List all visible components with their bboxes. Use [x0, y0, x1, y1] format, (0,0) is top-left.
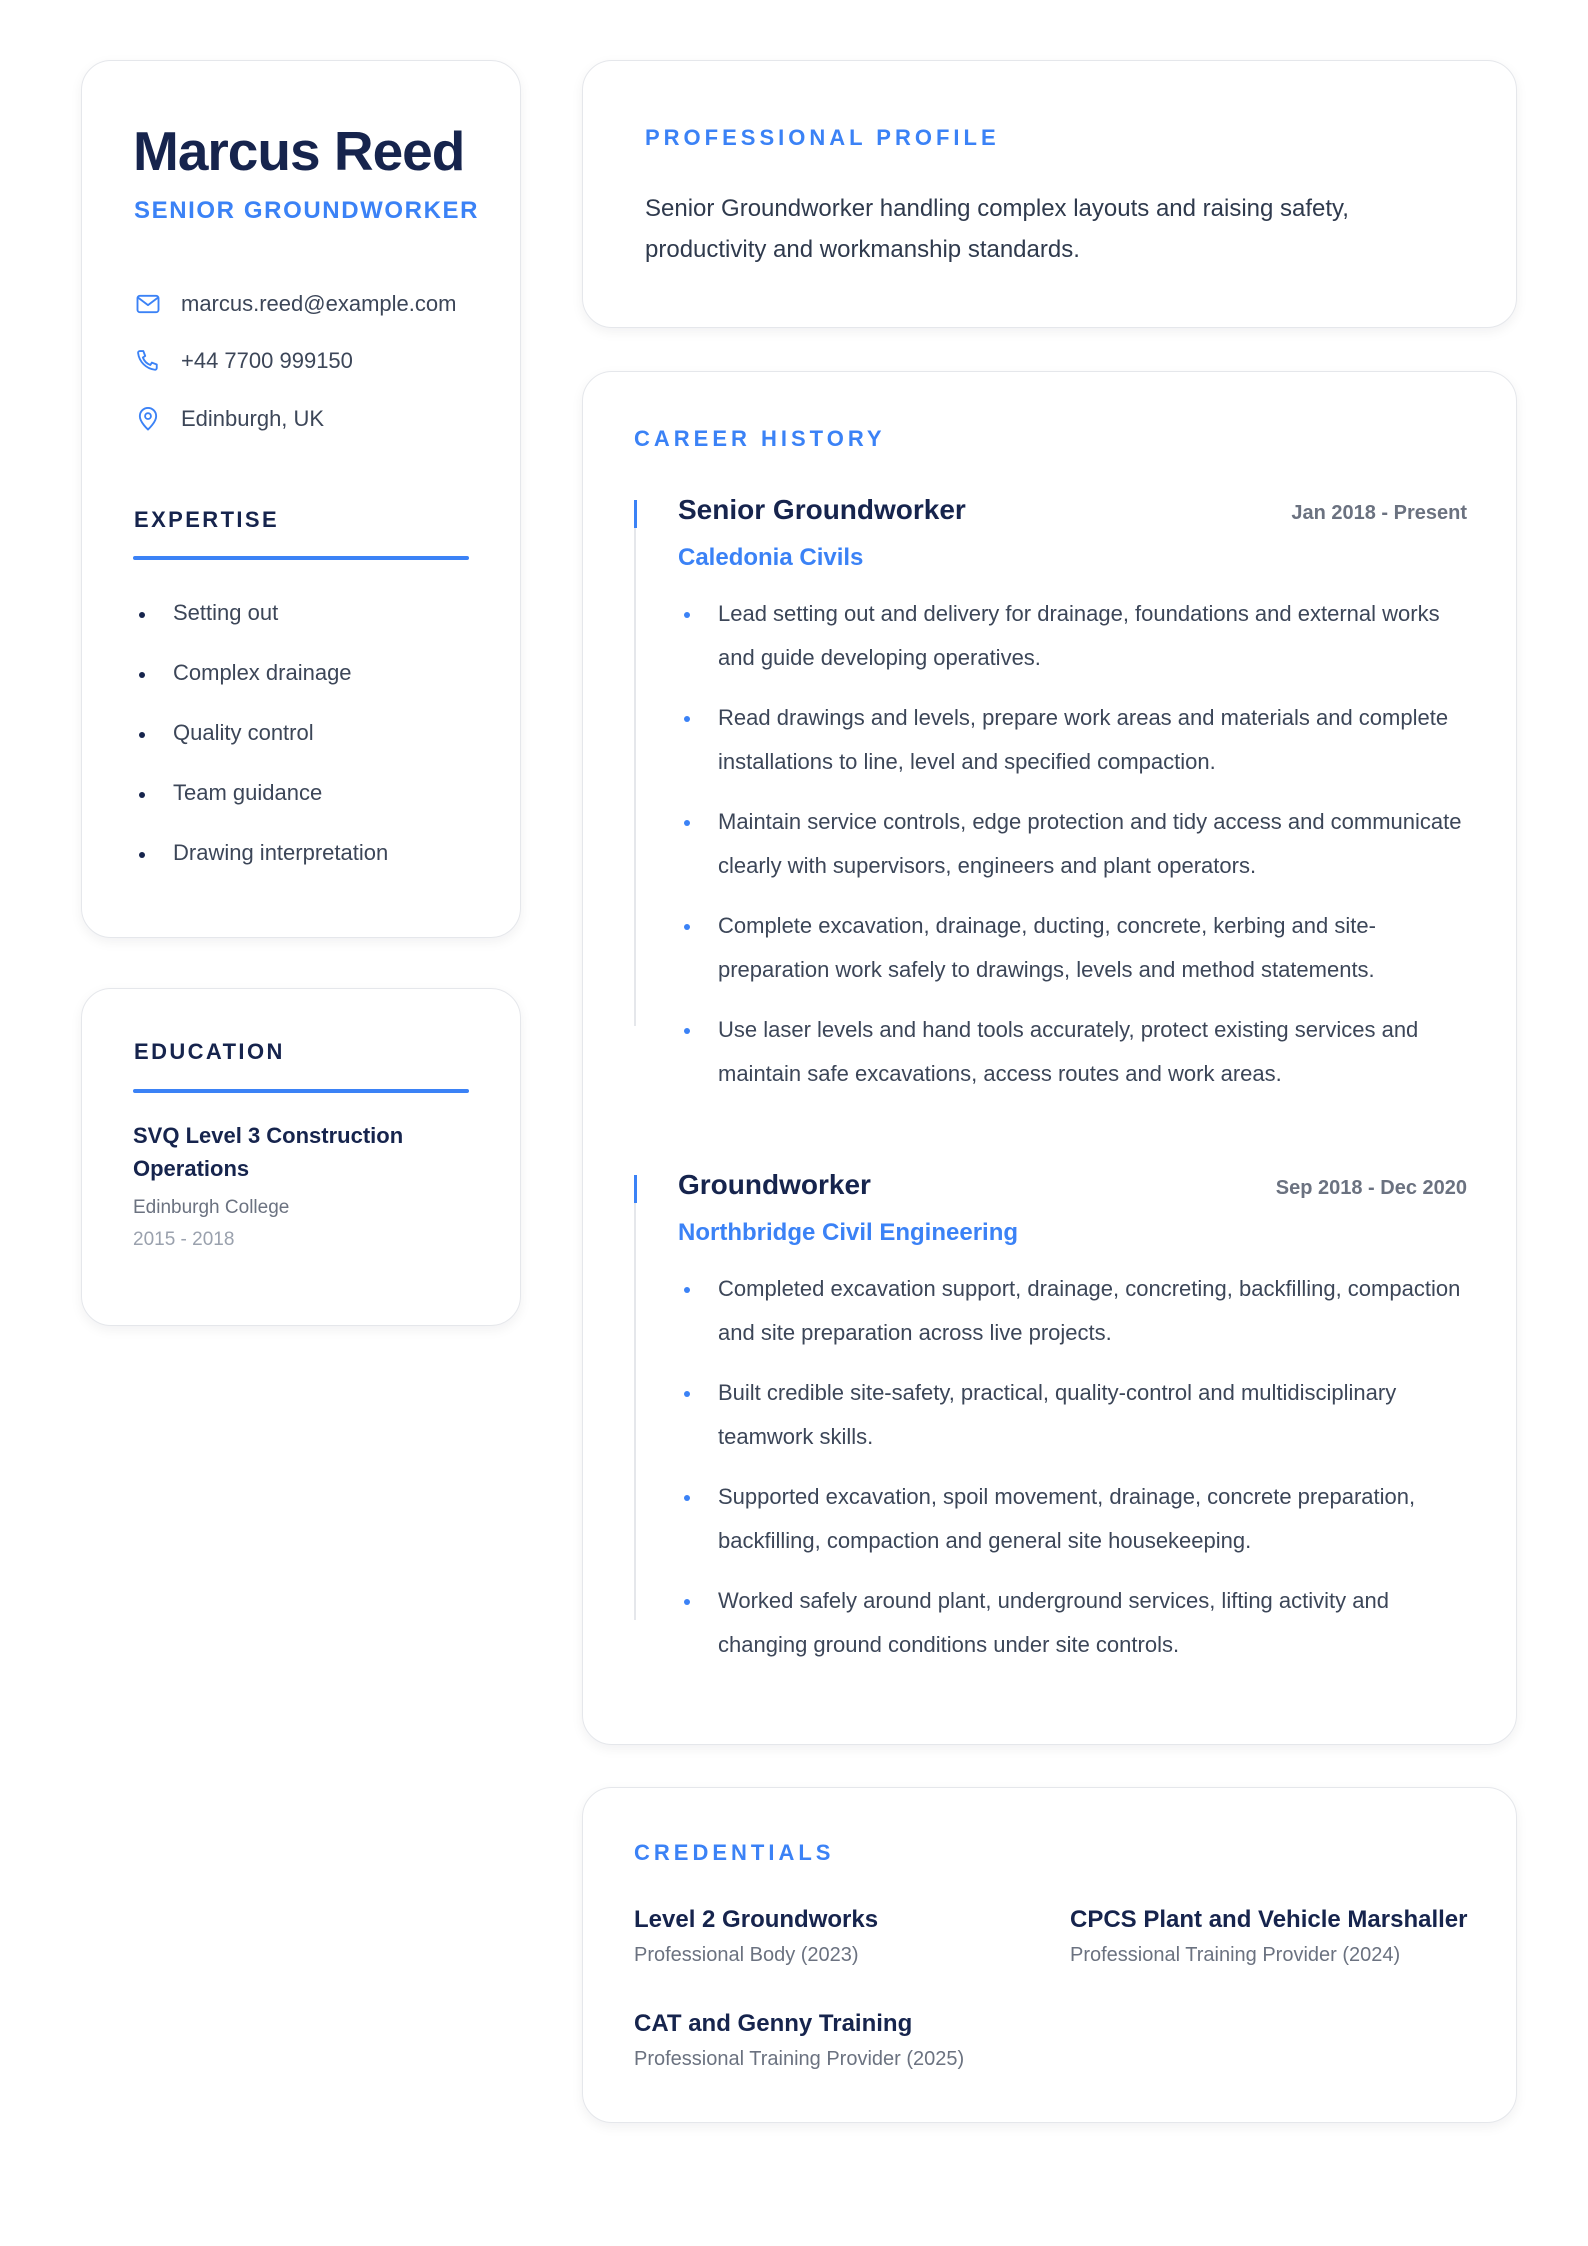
- job-dates: Sep 2018 - Dec 2020: [1275, 1177, 1467, 1199]
- job-bullet: Complete excavation, drainage, ducting, concrete, kerbing and site-preparation work safely to drawings, levels and method statements.: [678, 904, 1468, 992]
- phone-text: +44 7700 999150: [181, 348, 353, 373]
- job-accent-bar: [634, 1175, 637, 1203]
- education-divider: [133, 1089, 469, 1093]
- job-company: Caledonia Civils: [678, 544, 864, 571]
- job-bullet: Built credible site-safety, practical, quality-control and multidisciplinary teamwork skills.: [678, 1371, 1468, 1459]
- job-timeline-line: [634, 1203, 636, 1620]
- job-company: Northbridge Civil Engineering: [678, 1219, 1019, 1246]
- credential-item: [634, 2010, 964, 2071]
- identity-card: [81, 60, 521, 938]
- expertise-divider: [133, 556, 469, 560]
- credentials-heading: CREDENTIALS: [634, 1840, 835, 1865]
- job-timeline-line: [634, 528, 636, 1026]
- email-text: marcus.reed@example.com: [181, 291, 457, 316]
- job-accent-bar: [634, 500, 637, 528]
- contact-phone[interactable]: [133, 346, 353, 376]
- candidate-name: Marcus Reed: [133, 120, 465, 182]
- location-pin-icon: [133, 404, 163, 434]
- credential-item: [634, 1906, 878, 1967]
- expertise-item: Setting out: [133, 583, 388, 643]
- career-card: [582, 371, 1517, 1745]
- contact-location: [133, 404, 324, 434]
- credential-provider: Professional Training Provider (2025): [634, 2048, 965, 2070]
- job-bullet: Worked safely around plant, underground services, lifting activity and changing ground conditions under site controls.: [678, 1579, 1468, 1667]
- job-bullet: Supported excavation, spoil movement, drainage, concrete preparation, backfilling, compaction and general site housekeeping.: [678, 1475, 1468, 1563]
- education-years: 2015 - 2018: [133, 1229, 235, 1250]
- contact-email[interactable]: [133, 289, 456, 319]
- expertise-list: [133, 583, 388, 883]
- expertise-item: Complex drainage: [133, 643, 388, 703]
- expertise-item: Quality control: [133, 703, 388, 763]
- job-dates: Jan 2018 - Present: [1291, 502, 1467, 524]
- expertise-item: Team guidance: [133, 763, 388, 823]
- profile-heading: PROFESSIONAL PROFILE: [645, 125, 1000, 150]
- job-bullet: Maintain service controls, edge protection and tidy access and communicate clearly with supervisors, engineers and plant operators.: [678, 800, 1468, 888]
- credential-name: CAT and Genny Training: [634, 2010, 913, 2037]
- profile-card: [582, 60, 1517, 328]
- expertise-heading: EXPERTISE: [134, 507, 280, 532]
- mail-icon: [133, 289, 163, 319]
- candidate-role: SENIOR GROUNDWORKER: [134, 197, 480, 224]
- credential-provider: Professional Training Provider (2024): [1070, 1944, 1401, 1966]
- job-bullet: Read drawings and levels, prepare work areas and materials and complete installations to line, level and specified compaction.: [678, 696, 1468, 784]
- education-heading: EDUCATION: [134, 1039, 285, 1064]
- job-bullet: Lead setting out and delivery for drainage, foundations and external works and guide developing operatives.: [678, 592, 1468, 680]
- credentials-card: [582, 1787, 1517, 2123]
- job-bullet-list: [678, 1267, 1468, 1683]
- expertise-item: Drawing interpretation: [133, 823, 388, 883]
- job-title: Groundworker: [678, 1169, 871, 1200]
- phone-icon: [133, 346, 163, 376]
- education-school: Edinburgh College: [133, 1197, 290, 1218]
- job-bullet-list: [678, 592, 1468, 1112]
- job-title: Senior Groundworker: [678, 494, 966, 525]
- credential-name: Level 2 Groundworks: [634, 1906, 879, 1933]
- education-degree: SVQ Level 3 Construction Operations: [133, 1123, 404, 1181]
- job-bullet: Completed excavation support, drainage, concreting, backfilling, compaction and site preparation across live projects.: [678, 1267, 1468, 1355]
- credential-name: CPCS Plant and Vehicle Marshaller: [1070, 1906, 1468, 1933]
- career-heading: CAREER HISTORY: [634, 426, 886, 451]
- profile-summary: Senior Groundworker handling complex layouts and raising safety, productivity and workmanship standards.: [645, 195, 1349, 263]
- location-text: Edinburgh, UK: [181, 406, 325, 431]
- credential-item: [1070, 1906, 1467, 1967]
- job-bullet: Use laser levels and hand tools accurately, protect existing services and maintain safe excavations, access routes and work areas.: [678, 1008, 1468, 1096]
- credential-provider: Professional Body (2023): [634, 1944, 859, 1966]
- education-card: [81, 988, 521, 1326]
